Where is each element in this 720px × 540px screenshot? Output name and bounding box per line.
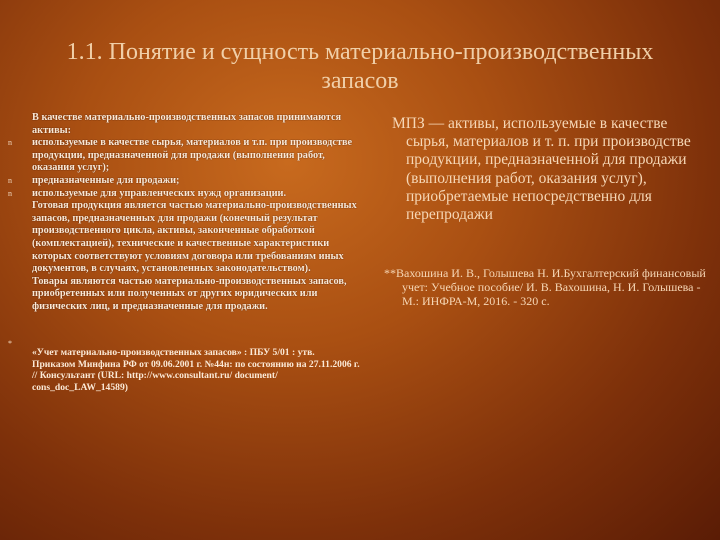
definition-text: МПЗ — активы, используемые в качестве сырья, материалов и т. п. при производстве продукции, предназначенной для продажи (выполнения работ, оказания услуг), приобретаемые непосредственно для перепродажи [392, 115, 691, 224]
definition-block [392, 115, 710, 224]
footnote-marker: * [8, 338, 12, 348]
footnote [8, 338, 360, 404]
list-item [8, 175, 360, 188]
list-item [8, 188, 360, 201]
bullet-marker: n [8, 175, 12, 185]
bullet-marker: n [8, 188, 12, 198]
list-item-text: предназначенные для продажи; [32, 174, 180, 186]
list-item [8, 137, 360, 175]
reference-block [384, 266, 718, 309]
left-column [8, 112, 360, 403]
finished-goods-paragraph: Готовая продукция является частью материально-производственных запасов, предназначенных для продажи (конечный результат производственного цикла, активы, законченные обработкой (комплектацией), технические и качественные характеристики которых соответствуют условиям договора или требованиям иных документов, в случаях, установленных законодательством). [32, 200, 357, 275]
bullet-marker: n [8, 138, 12, 148]
list-item-text: используемые для управленческих нужд организации. [32, 187, 287, 199]
reference-text: **Вахошина И. В., Голышева Н. И.Бухгалтерский финансовый учет: Учебное пособие/ И. В. Вахошина, Н. И. Голышева - М.: ИНФРА-М, 2016. - 320 с. [384, 266, 706, 309]
goods-paragraph: Товары являются частью материально-производственных запасов, приобретенных или полученных от других юридических или физических лиц, и предназначенные для продажи. [32, 275, 347, 312]
intro-paragraph: В качестве материально-производственных запасов принимаются активы: [32, 112, 342, 136]
list-item-text: используемые в качестве сырья, материалов и т.п. при производстве продукции, предназначенной для продажи (выполнения работ, оказания услуг); [32, 137, 353, 174]
footnote-text: «Учет материально-производственных запасов» : ПБУ 5/01 : утв. Приказом Минфина РФ от 09.06.2001 г. №44н: по состоянию на 27.11.2006 г. // Консультант (URL: http://www.consultant.ru/ document/ cons_doc_LAW_14589) [32, 347, 360, 393]
slide-title: 1.1. Понятие и сущность материально-производственных запасов [66, 39, 654, 94]
